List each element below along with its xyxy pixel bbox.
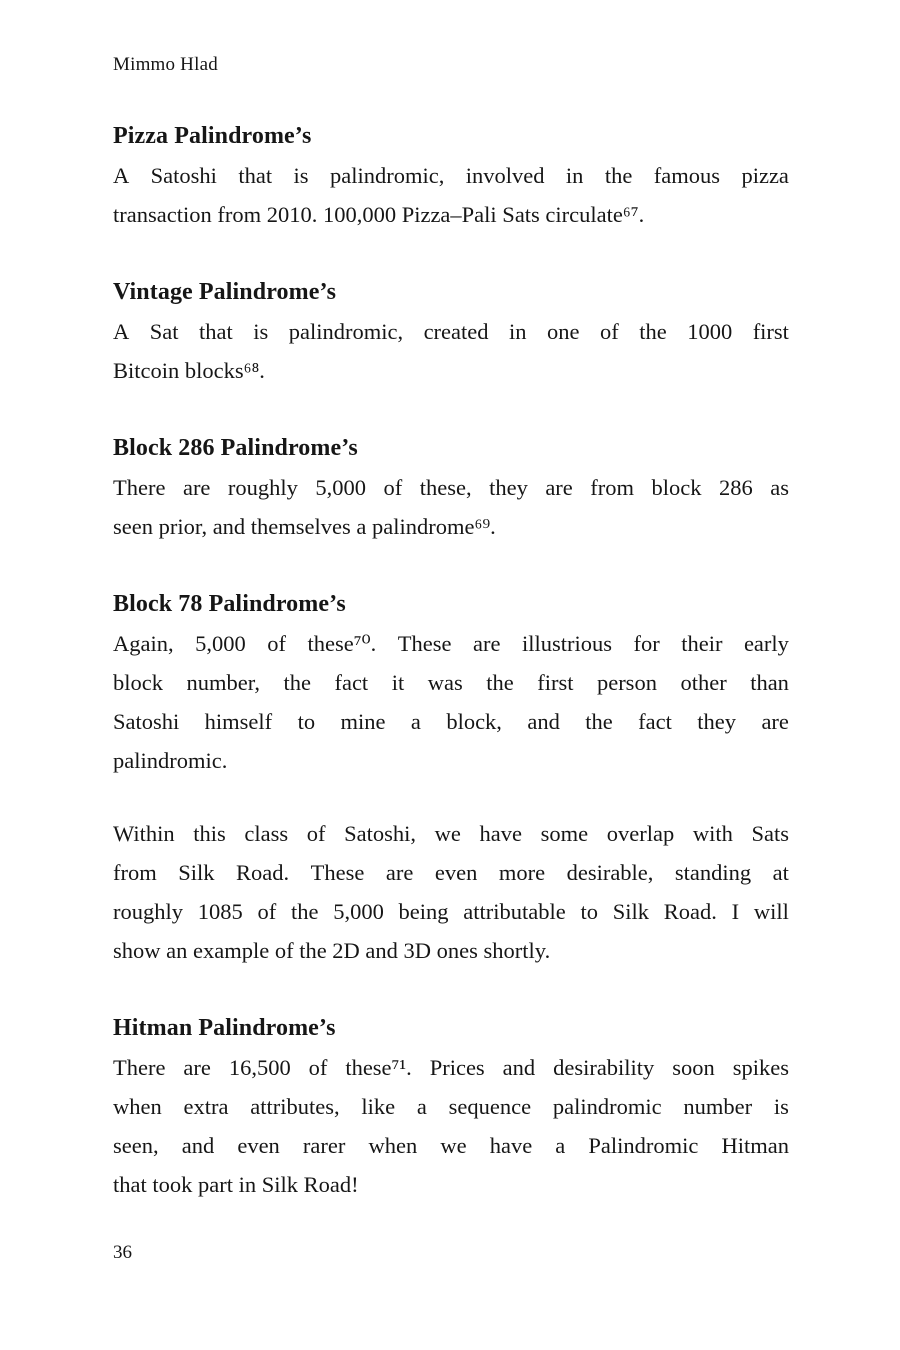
section-heading: Hitman Palindrome’s xyxy=(113,1015,336,1041)
text-line: palindromic. xyxy=(113,748,228,773)
section-heading: Block 286 Palindrome’s xyxy=(113,435,358,461)
section-pizza-palindromes xyxy=(113,117,789,234)
text-line: Within this class of Satoshi, we have some overlap with Sats xyxy=(113,821,789,846)
text-line: that took part in Silk Road! xyxy=(113,1172,359,1197)
text-line: Again, 5,000 of these⁷⁰. These are illustrious for their early xyxy=(113,631,789,656)
text-line: seen, and even rarer when we have a Palindromic Hitman xyxy=(113,1133,789,1158)
section-vintage-palindromes xyxy=(113,273,789,390)
text-line: transaction from 2010. 100,000 Pizza–Pali Sats circulate⁶⁷. xyxy=(113,202,645,227)
section-heading: Vintage Palindrome’s xyxy=(113,279,337,305)
text-line: block number, the fact it was the first person other than xyxy=(113,670,789,695)
section-heading: Block 78 Palindrome’s xyxy=(113,591,346,617)
page-content xyxy=(113,52,789,1266)
section-block-286-palindromes xyxy=(113,429,789,546)
text-line: There are roughly 5,000 of these, they are from block 286 as xyxy=(113,475,789,500)
text-line: Satoshi himself to mine a block, and the fact they are xyxy=(113,709,789,734)
paragraph-silk-road-overlap xyxy=(113,814,789,970)
text-line: There are 16,500 of these⁷¹. Prices and desirability soon spikes xyxy=(113,1055,789,1080)
section-heading: Pizza Palindrome’s xyxy=(113,123,312,149)
running-header-author: Mimmo Hlad xyxy=(113,54,218,75)
text-line: A Satoshi that is palindromic, involved in the famous pizza xyxy=(113,163,789,188)
section-block-78-palindromes xyxy=(113,585,789,780)
text-line: A Sat that is palindromic, created in one of the 1000 first xyxy=(113,319,789,344)
text-line: roughly 1085 of the 5,000 being attributable to Silk Road. I will xyxy=(113,899,789,924)
text-line: from Silk Road. These are even more desirable, standing at xyxy=(113,860,789,885)
section-hitman-palindromes xyxy=(113,1009,789,1204)
text-line: show an example of the 2D and 3D ones shortly. xyxy=(113,938,551,963)
page-number: 36 xyxy=(113,1242,132,1263)
text-line: Bitcoin blocks⁶⁸. xyxy=(113,358,265,383)
text-line: seen prior, and themselves a palindrome⁶⁹. xyxy=(113,514,496,539)
text-line: when extra attributes, like a sequence palindromic number is xyxy=(113,1094,789,1119)
